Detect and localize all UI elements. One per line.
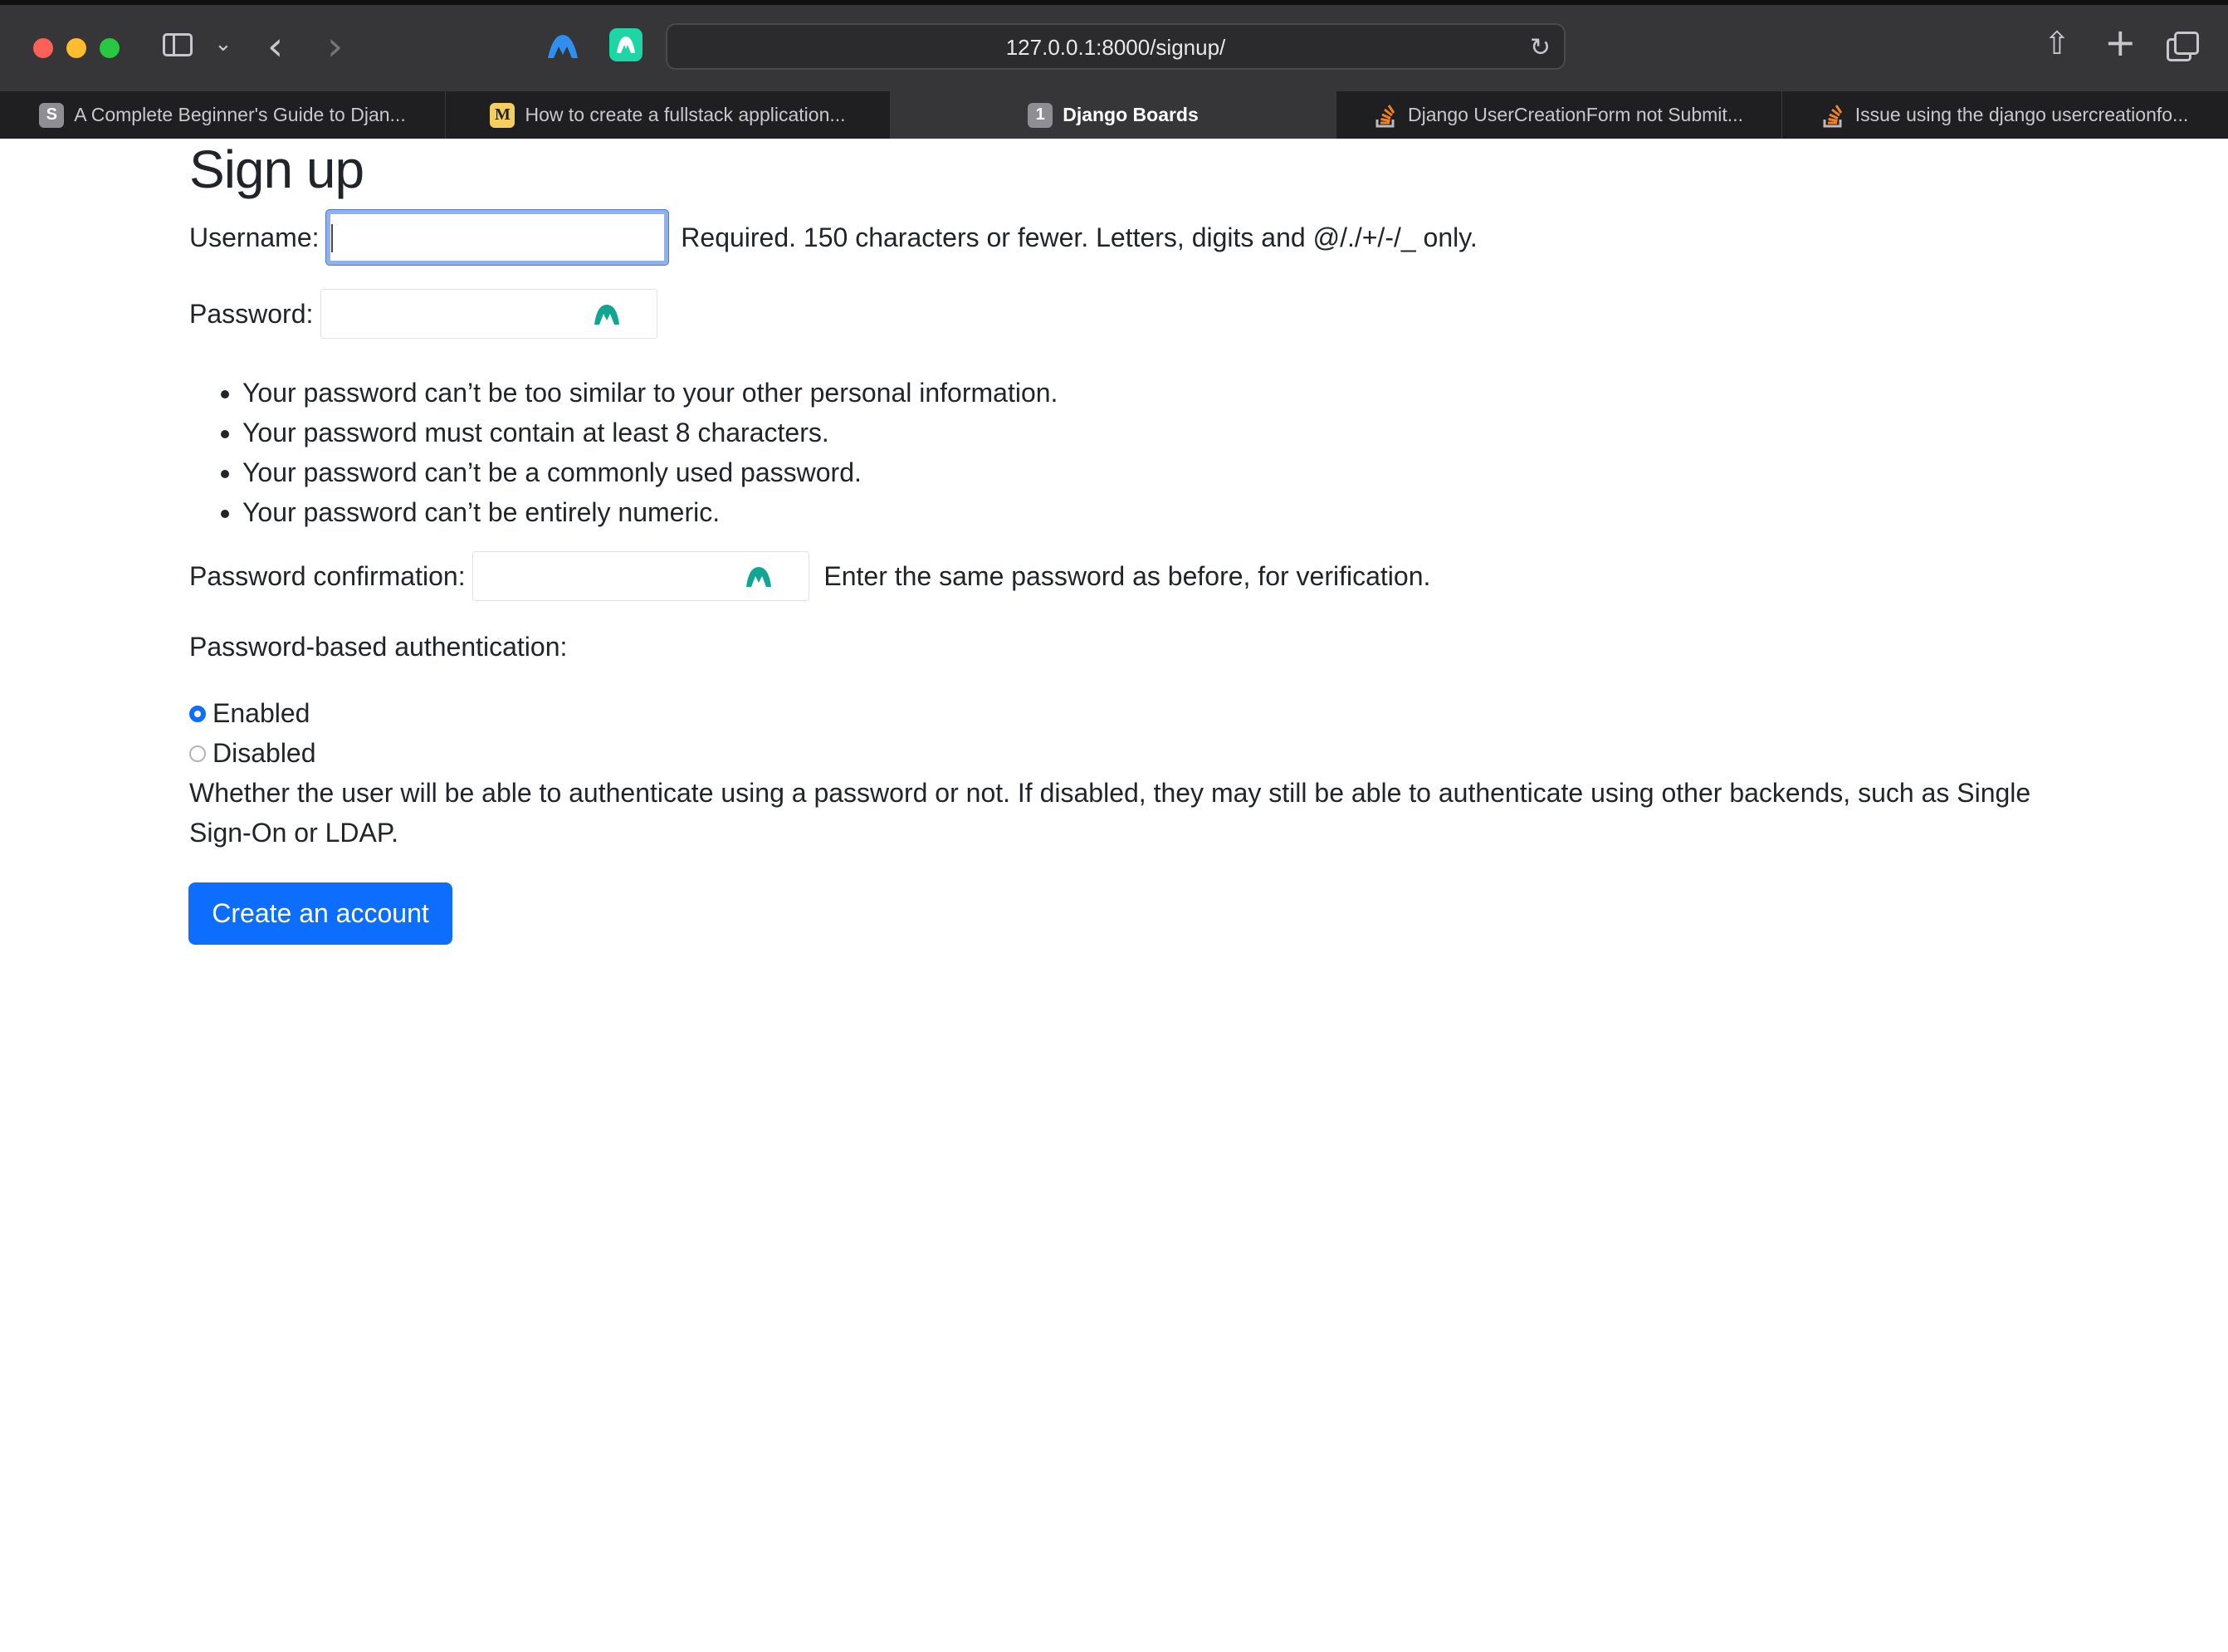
tab-label: How to create a fullstack application... bbox=[525, 104, 846, 125]
text-cursor bbox=[331, 224, 333, 252]
password-confirmation-input[interactable] bbox=[472, 551, 809, 601]
password-confirmation-row bbox=[189, 551, 1430, 601]
stackoverflow-icon bbox=[1375, 103, 1398, 128]
password-confirmation-label: Password confirmation: bbox=[189, 560, 466, 591]
auth-label: Password-based authentication: bbox=[189, 632, 568, 662]
tab-beginners-guide[interactable] bbox=[0, 91, 446, 139]
reload-icon[interactable]: ↻ bbox=[1529, 33, 1551, 62]
vpn-extension-icon[interactable] bbox=[545, 30, 581, 63]
password-manager-extension-icon[interactable] bbox=[609, 28, 643, 61]
list-item: • Your password must contain at least 8 characters. bbox=[242, 413, 1058, 452]
password-label: Password: bbox=[189, 298, 314, 329]
password-input[interactable] bbox=[320, 289, 657, 339]
tab-overview-icon[interactable] bbox=[2167, 32, 2196, 60]
tab-favicon: M bbox=[490, 103, 515, 128]
browser-toolbar bbox=[0, 0, 2228, 91]
zoom-window-button[interactable] bbox=[100, 38, 120, 58]
tab-label: Django UserCreationForm not Submit... bbox=[1408, 104, 1743, 125]
url-text: 127.0.0.1:8000/signup/ bbox=[1005, 35, 1226, 60]
enabled-radio[interactable] bbox=[189, 706, 206, 722]
list-item: • Your password can’t be entirely numeric. bbox=[242, 492, 1058, 532]
password-requirements-list bbox=[189, 373, 1058, 532]
address-bar[interactable] bbox=[666, 23, 1566, 70]
tab-fullstack-application[interactable] bbox=[446, 91, 891, 139]
tab-issue-usercreationform[interactable] bbox=[1782, 91, 2228, 139]
browser-chrome bbox=[0, 0, 2228, 139]
password-manager-icon[interactable] bbox=[592, 301, 622, 328]
disabled-label: Disabled bbox=[213, 738, 316, 768]
auth-option-disabled[interactable] bbox=[189, 738, 316, 769]
enabled-label: Enabled bbox=[213, 698, 310, 728]
tab-label: Issue using the django usercreationfo... bbox=[1854, 104, 2189, 125]
tab-label: Django Boards bbox=[1063, 104, 1199, 125]
tab-django-boards[interactable] bbox=[891, 91, 1336, 139]
back-arrow-icon[interactable]: ‹ bbox=[267, 23, 284, 70]
auth-description: Whether the user will be able to authenticate using a password or not. If disabled, they may still be able to authenticate using other backends, such as Single Sign-On or LDAP. bbox=[189, 778, 2031, 848]
share-icon[interactable]: ⇧ bbox=[2044, 25, 2070, 61]
page-content bbox=[0, 139, 2228, 1652]
page-title: Sign up bbox=[189, 139, 364, 199]
sidebar-toggle-icon[interactable] bbox=[163, 33, 193, 56]
password-confirmation-help-text: Enter the same password as before, for verification. bbox=[823, 560, 1431, 591]
chevron-down-icon[interactable]: ⌄ bbox=[214, 32, 232, 56]
tab-bar bbox=[0, 91, 2228, 139]
minimize-window-button[interactable] bbox=[66, 38, 86, 58]
tab-favicon: S bbox=[39, 103, 64, 128]
auth-option-enabled[interactable] bbox=[189, 698, 310, 729]
list-item: • Your password can’t be too similar to your other personal information. bbox=[242, 373, 1058, 413]
new-tab-icon[interactable]: + bbox=[2104, 20, 2137, 65]
password-row bbox=[189, 289, 657, 339]
stackoverflow-icon bbox=[1822, 103, 1845, 128]
password-manager-icon[interactable] bbox=[744, 564, 774, 590]
list-item: • Your password can’t be a commonly used password. bbox=[242, 452, 1058, 492]
username-help-text: Required. 150 characters or fewer. Letters, digits and @/./+/-/_ only. bbox=[681, 222, 1478, 252]
tab-favicon: 1 bbox=[1028, 103, 1053, 128]
tab-usercreationform-not-submit[interactable] bbox=[1336, 91, 1782, 139]
create-account-button[interactable]: Create an account bbox=[188, 882, 452, 945]
username-input[interactable] bbox=[326, 210, 668, 265]
username-row bbox=[189, 210, 1478, 265]
disabled-radio[interactable] bbox=[189, 745, 206, 762]
tab-label: A Complete Beginner's Guide to Djan... bbox=[74, 104, 406, 125]
forward-arrow-icon[interactable]: › bbox=[327, 23, 344, 70]
username-label: Username: bbox=[189, 222, 320, 252]
close-window-button[interactable] bbox=[33, 38, 53, 58]
